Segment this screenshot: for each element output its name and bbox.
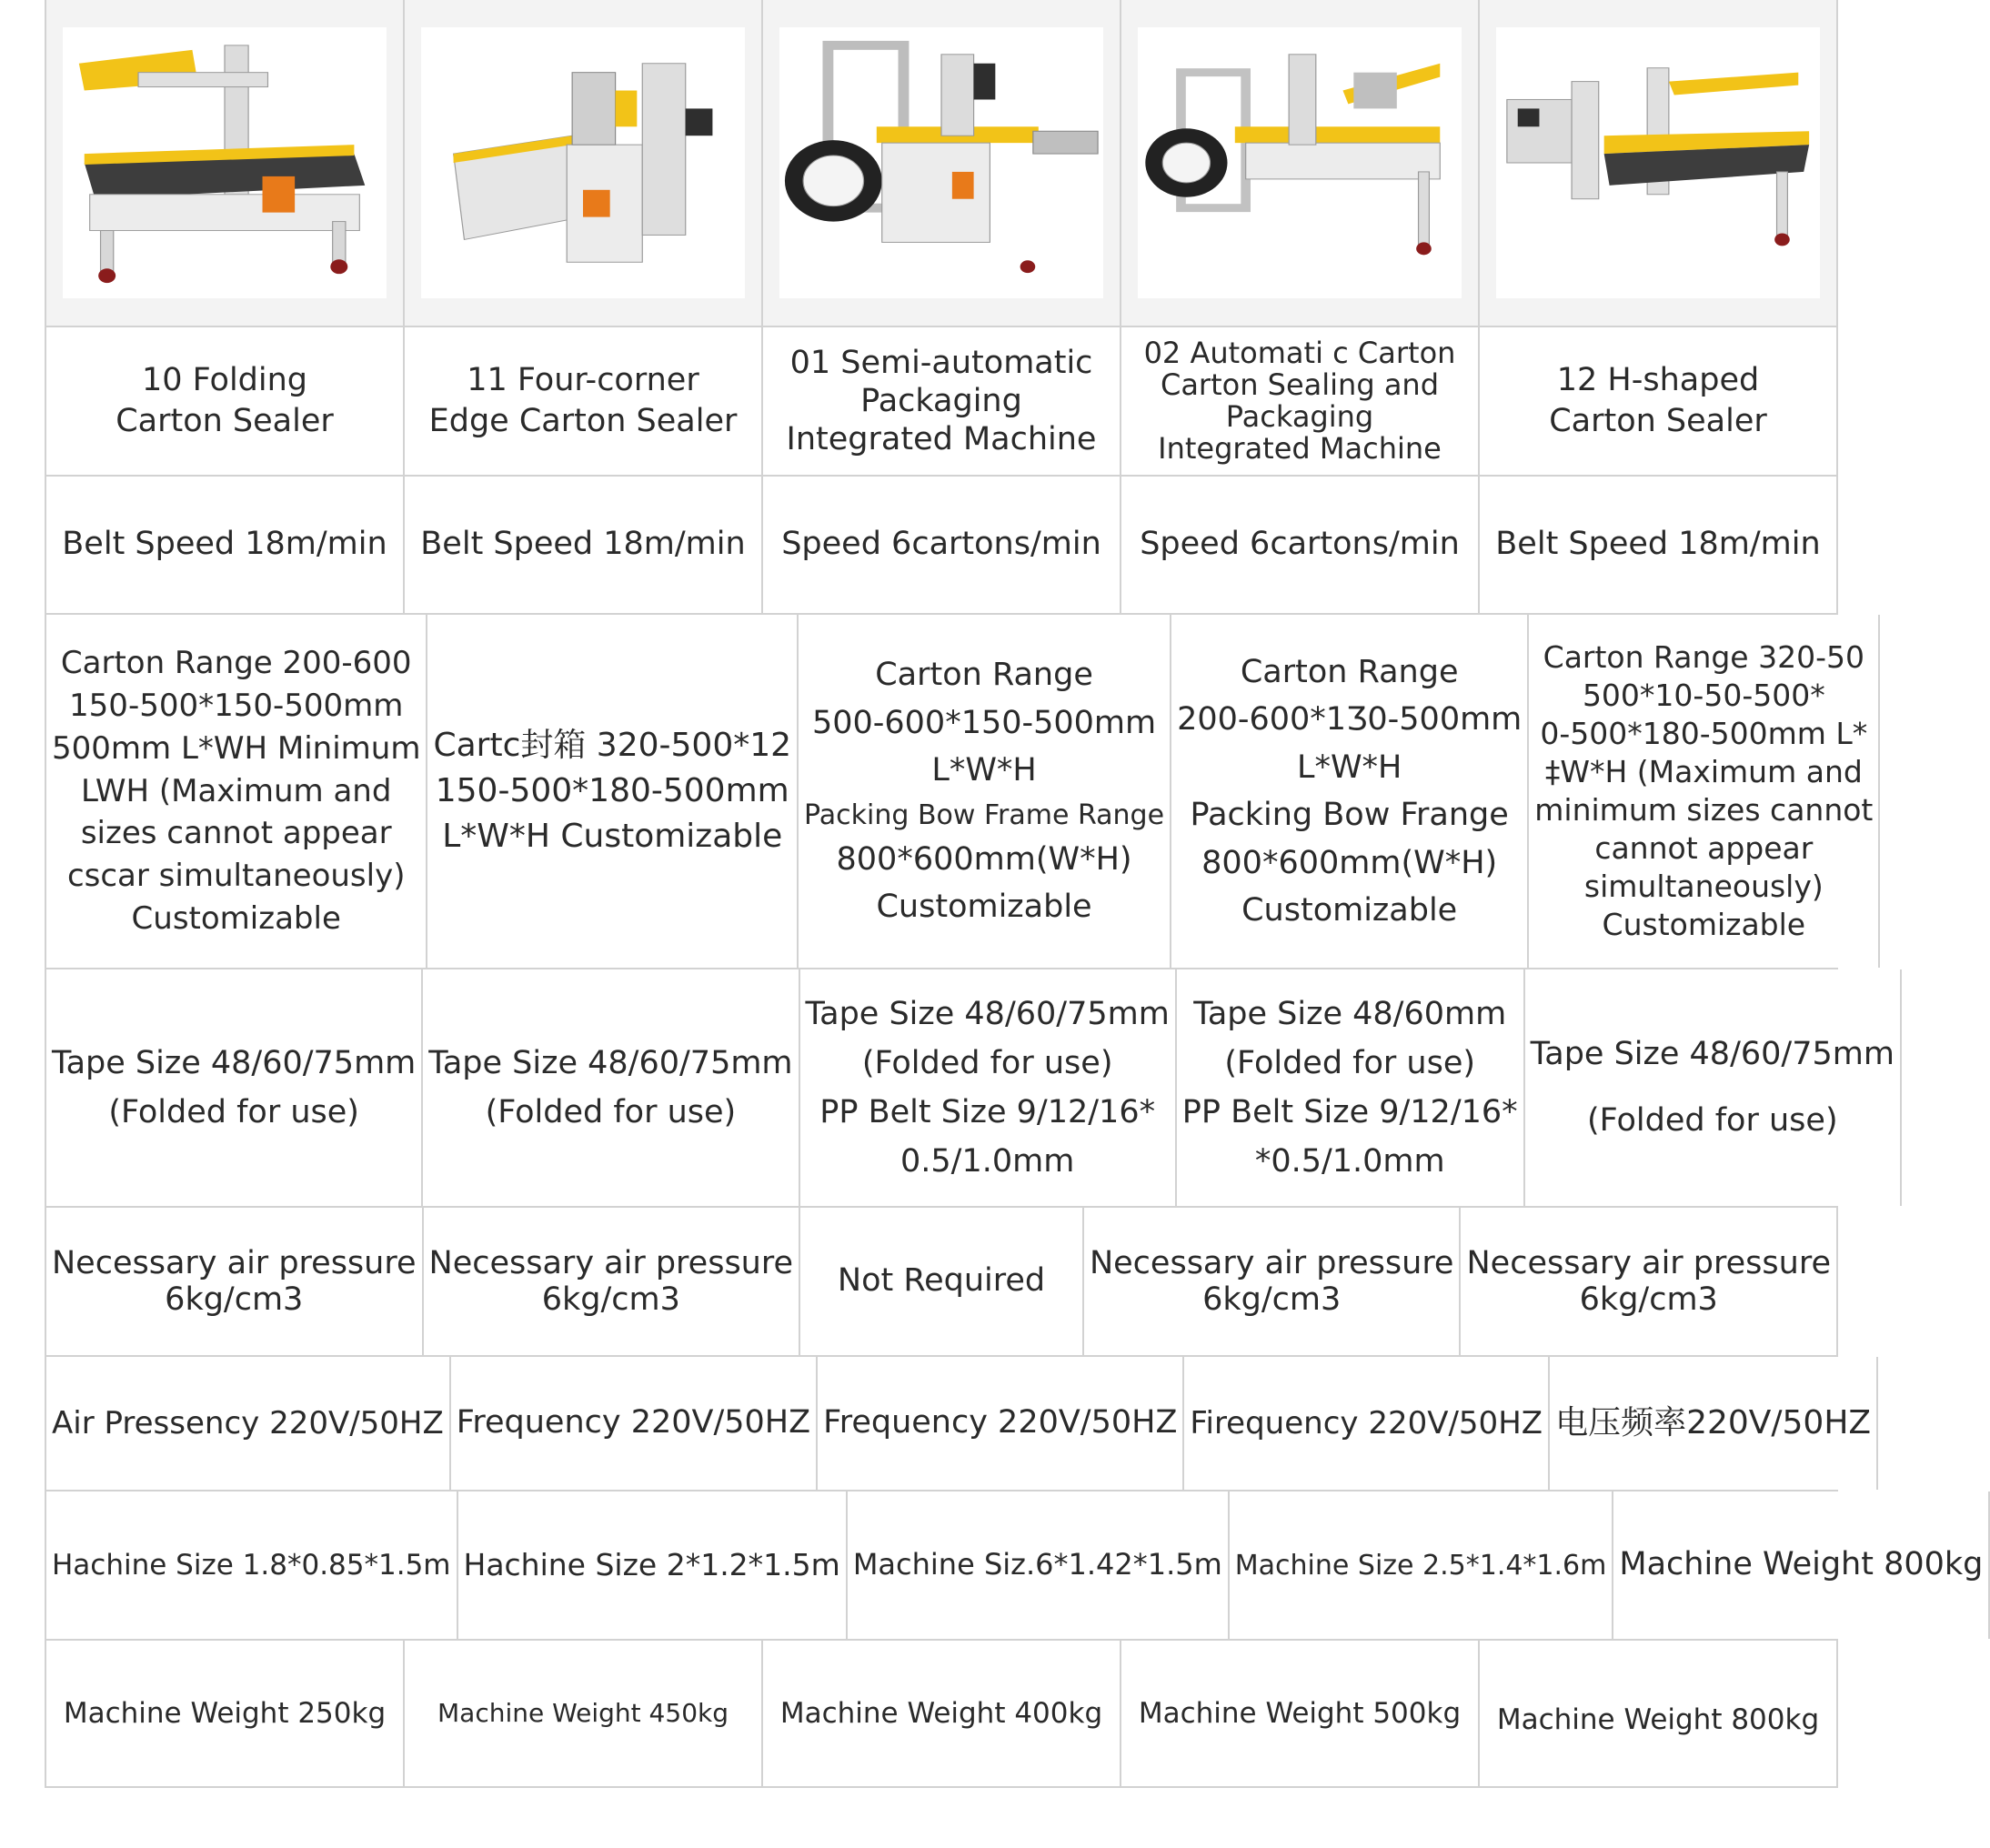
text-line: Air Pressency 220V/50HZ xyxy=(52,1404,444,1441)
speed-row xyxy=(45,477,1838,615)
text-line: Edge Carton Sealer xyxy=(428,403,738,439)
text-line: Carton Range 200-600 xyxy=(60,644,412,681)
text-line: Frequency 220V/50HZ xyxy=(456,1404,811,1441)
tape-size-cell xyxy=(421,969,798,1206)
machine-weight-cell xyxy=(1478,1641,1838,1786)
frequency-cell xyxy=(816,1357,1182,1490)
air-pressure-cell xyxy=(1459,1208,1838,1355)
text-line: 0.5/1.0mm xyxy=(900,1143,1075,1180)
text-line: Hachine Size 2*1.2*1.5m xyxy=(463,1546,840,1582)
text-line: Machine Weight 400kg xyxy=(779,1696,1103,1730)
tape-size-cell xyxy=(1523,969,1902,1206)
carton-range-row xyxy=(45,615,1874,969)
image-cell xyxy=(1120,0,1478,326)
text-line: 02 Automati c Carton xyxy=(1143,335,1456,370)
text-line: Speed 6cartons/min xyxy=(1140,526,1460,563)
text-line: 10 Folding xyxy=(141,361,308,398)
image-cell xyxy=(761,0,1120,326)
machine-weight-cell xyxy=(1120,1641,1478,1786)
tape-size-cell xyxy=(799,969,1175,1206)
text-line: 01 Semi-automatic xyxy=(789,345,1093,381)
tape-size-row xyxy=(45,969,1895,1208)
text-line: LWH (Maximum and xyxy=(81,772,392,809)
spec-comparison-table xyxy=(45,0,1984,1788)
machine-size-cell xyxy=(457,1491,846,1639)
air-pressure-cell xyxy=(45,1208,422,1355)
text-line: L*W*H Customizable xyxy=(442,817,783,855)
text-line: Customizable xyxy=(1241,892,1458,929)
text-line: *0.5/1.0mm xyxy=(1254,1143,1445,1180)
speed-cell xyxy=(45,477,403,613)
tape-size-cell xyxy=(45,969,421,1206)
machine-weight-row xyxy=(45,1641,1838,1788)
machine-size-cell xyxy=(1228,1491,1613,1639)
machine-image-row xyxy=(45,0,1838,327)
text-line: Carton Range xyxy=(875,657,1093,694)
text-line: 150-500*180-500mm xyxy=(435,772,789,810)
text-line: 500-600*150-500mm xyxy=(811,704,1157,741)
text-line: 800*600mm(W*H) xyxy=(1201,844,1498,881)
frequency-cell xyxy=(449,1357,816,1490)
text-line: (Folded for use) xyxy=(485,1094,737,1130)
text-line: Cartc封箱 320-500*12 xyxy=(433,727,792,765)
text-line: Customizable xyxy=(1602,906,1806,942)
text-line: (Folded for use) xyxy=(1224,1044,1476,1081)
image-cell xyxy=(1478,0,1838,326)
text-line: Not Required xyxy=(837,1262,1046,1300)
semi-automatic-packaging-machine-image xyxy=(779,27,1103,298)
text-line: L*W*H xyxy=(931,752,1037,789)
text-line: Carton Sealer xyxy=(1549,403,1767,439)
text-line: Frequency 220V/50HZ xyxy=(823,1404,1178,1441)
text-line: Carton Range xyxy=(1240,653,1459,690)
text-line: 6kg/cm3 xyxy=(1202,1281,1342,1318)
text-line: (Folded for use) xyxy=(108,1094,359,1130)
speed-cell xyxy=(1120,477,1478,613)
text-line: Carton Range 320-50 xyxy=(1543,639,1864,676)
carton-range-cell xyxy=(797,615,1170,968)
carton-range-cell xyxy=(426,615,797,968)
air-pressure-row xyxy=(45,1208,1838,1357)
text-line: sizes cannot appear xyxy=(80,815,392,852)
speed-cell xyxy=(1478,477,1838,613)
text-line: minimum sizes cannot xyxy=(1534,792,1874,828)
text-line: 6kg/cm3 xyxy=(541,1281,680,1318)
text-line: Machine Weight 800kg xyxy=(1496,1702,1820,1736)
machine-name-cell xyxy=(1120,327,1478,475)
text-line: Integrated Machine xyxy=(786,421,1097,457)
four-corner-edge-carton-sealer-machine-image xyxy=(421,27,745,298)
text-line: (Folded for use) xyxy=(1586,1102,1838,1139)
text-line: 11 Four-corner xyxy=(467,361,699,398)
folding-carton-sealer-machine-image xyxy=(63,27,387,298)
machine-name-cell xyxy=(45,327,403,475)
text-line: Customizable xyxy=(876,889,1092,926)
text-line: Machine Weight 250kg xyxy=(63,1696,387,1730)
carton-range-cell xyxy=(1170,615,1527,968)
machine-size-cell xyxy=(846,1491,1228,1639)
carton-range-cell xyxy=(45,615,426,968)
text-line: Packaging xyxy=(1225,399,1374,434)
text-line: Hachine Size 1.8*0.85*1.5m xyxy=(52,1548,451,1582)
frequency-row xyxy=(45,1357,1872,1491)
machine-weight-cell xyxy=(761,1641,1120,1786)
text-line: Necessary air pressure xyxy=(428,1244,794,1281)
text-line: Machine Weight 450kg xyxy=(437,1697,729,1728)
air-pressure-cell xyxy=(1082,1208,1460,1355)
text-line: Machine Weight 500kg xyxy=(1138,1696,1462,1730)
text-line: 200-600*1Ʒ0-500mm xyxy=(1177,701,1523,738)
machine-weight-cell xyxy=(403,1641,761,1786)
text-line: Carton Sealer xyxy=(116,403,334,439)
machine-name-row xyxy=(45,327,1838,477)
text-line: cannot appear xyxy=(1594,829,1814,866)
text-line: Customizable xyxy=(131,900,341,938)
text-line: 电压频率220V/50HZ xyxy=(1555,1403,1872,1441)
air-pressure-cell xyxy=(799,1208,1082,1355)
text-line: Machine Size 2.5*1.4*1.6m xyxy=(1234,1549,1607,1582)
text-line: 500mm L*WH Minimum xyxy=(52,729,421,767)
text-line: Carton Sealing and xyxy=(1160,367,1440,402)
text-line: 6kg/cm3 xyxy=(1579,1281,1718,1318)
text-line: Firequency 220V/50HZ xyxy=(1190,1404,1543,1441)
text-line: 6kg/cm3 xyxy=(165,1281,304,1318)
text-line: 12 H-shaped xyxy=(1556,361,1760,398)
carton-range-cell xyxy=(1527,615,1880,968)
image-cell xyxy=(403,0,761,326)
machine-name-cell xyxy=(1478,327,1838,475)
machine-name-cell xyxy=(761,327,1120,475)
frequency-cell xyxy=(1182,1357,1548,1490)
machine-weight-cell xyxy=(45,1641,403,1786)
frequency-cell xyxy=(45,1357,449,1490)
text-line: Necessary air pressure xyxy=(1466,1244,1831,1281)
text-line: ‡W*H (Maximum and xyxy=(1544,754,1863,790)
text-line: cscar simultaneously) xyxy=(66,858,406,895)
text-line: 800*600mm(W*H) xyxy=(836,840,1132,878)
tape-size-cell xyxy=(1175,969,1523,1206)
text-line: Packing Bow Frange xyxy=(1190,797,1509,833)
text-line: Necessary air pressure xyxy=(52,1244,417,1281)
text-line: Tape Size 48/60/75mm xyxy=(1530,1035,1895,1072)
text-line: Machine Weight 800kg xyxy=(1619,1546,1984,1583)
text-line: Packing Bow Frame Range xyxy=(804,798,1165,831)
text-line: PP Belt Size 9/12/16* xyxy=(819,1094,1156,1130)
text-line: Integrated Machine xyxy=(1158,431,1442,467)
text-line: Tape Size 48/60/75mm xyxy=(52,1044,417,1081)
text-line: Belt Speed 18m/min xyxy=(1495,526,1821,563)
machine-size-cell xyxy=(45,1491,457,1639)
machine-size-cell xyxy=(1612,1491,1990,1639)
machine-size-row xyxy=(45,1491,1984,1641)
frequency-cell xyxy=(1548,1357,1878,1490)
text-line: simultaneously) xyxy=(1583,868,1824,904)
text-line: 500*10-50-500* xyxy=(1582,678,1825,714)
text-line: Speed 6cartons/min xyxy=(781,526,1101,563)
automatic-carton-sealing-packaging-machine-image xyxy=(1138,27,1462,298)
air-pressure-cell xyxy=(422,1208,799,1355)
text-line: Belt Speed 18m/min xyxy=(62,526,387,563)
text-line: Packaging xyxy=(860,383,1022,419)
text-line: (Folded for use) xyxy=(861,1044,1113,1081)
text-line: 150-500*150-500mm xyxy=(69,687,404,724)
speed-cell xyxy=(403,477,761,613)
text-line: PP Belt Size 9/12/16* xyxy=(1181,1094,1518,1130)
text-line: Belt Speed 18m/min xyxy=(420,526,746,563)
text-line: Tape Size 48/60/75mm xyxy=(805,995,1170,1032)
h-shaped-carton-sealer-machine-image xyxy=(1496,27,1820,298)
text-line: L*W*H xyxy=(1296,748,1402,786)
image-cell xyxy=(45,0,403,326)
text-line: Necessary air pressure xyxy=(1089,1244,1454,1281)
text-line: 0-500*180-500mm L* xyxy=(1540,716,1868,752)
speed-cell xyxy=(761,477,1120,613)
text-line: Tape Size 48/60mm xyxy=(1193,995,1507,1032)
text-line: Machine Siz.6*1.42*1.5m xyxy=(852,1547,1222,1582)
text-line: Tape Size 48/60/75mm xyxy=(428,1044,793,1081)
machine-name-cell xyxy=(403,327,761,475)
